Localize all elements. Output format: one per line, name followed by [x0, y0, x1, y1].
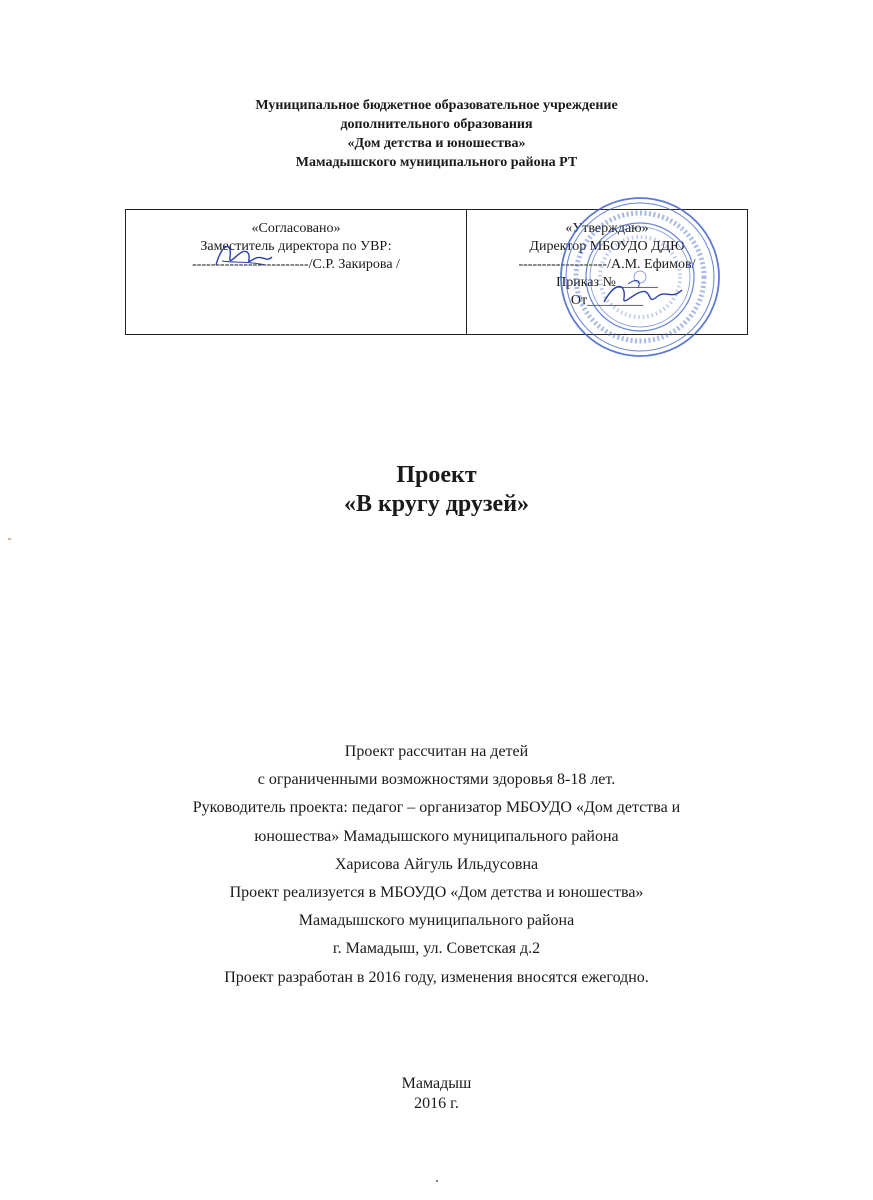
signature-right-icon — [598, 270, 688, 315]
info-line: Проект разработан в 2016 году, изменения вносятся ежегодно. — [224, 968, 649, 986]
paper-speck — [8, 538, 11, 540]
info-line: Проект реализуется в МБОУДО «Дом детства и юношества» — [229, 884, 644, 902]
header-line: Муниципальное бюджетное образовательное учреждение — [255, 98, 618, 113]
info-line: г. Мамадыш, ул. Советская д.2 — [332, 940, 541, 958]
approved-date: От________ — [570, 293, 644, 308]
project-title — [0, 461, 873, 519]
project-info — [0, 738, 873, 992]
title-line: Проект — [396, 462, 477, 488]
info-line: Харисова Айгуль Ильдусовна — [334, 855, 539, 873]
agreed-cell — [126, 220, 466, 274]
agreed-signature-line: -------------------------/С.Р. Закирова / — [192, 257, 400, 272]
approved-position: Директор МБОУДО ДДЮ — [529, 239, 685, 254]
document-footer — [0, 1074, 873, 1114]
header-line: Мамадышского муниципального района РТ — [295, 155, 578, 170]
info-line: Руководитель проекта: педагог – организатор МБОУДО «Дом детства и — [192, 799, 681, 817]
header-line: «Дом детства и юношества» — [347, 136, 526, 151]
approved-signature-line: -------------------/А.М. Ефимов/ — [518, 257, 696, 272]
header-line: дополнительного образования — [340, 117, 533, 132]
footer-city: Мамадыш — [401, 1075, 472, 1092]
title-line: «В кругу друзей» — [343, 491, 530, 517]
agreed-heading: «Согласовано» — [251, 221, 341, 236]
info-line: Проект рассчитан на детей — [344, 743, 529, 760]
agreed-position: Заместитель директора по УВР: — [200, 239, 392, 254]
info-line: Мамадышского муниципального района — [298, 912, 575, 930]
info-line: с ограниченными возможностями здоровья 8-18 лет. — [257, 771, 616, 789]
approved-order: Приказ №______ — [556, 275, 658, 290]
footer-year: 2016 г. — [414, 1095, 459, 1112]
info-line: юношества» Мамадышского муниципального района — [254, 827, 619, 845]
approved-heading: «Утверждаю» — [565, 221, 649, 236]
signature-left-icon — [208, 235, 278, 275]
page-dot — [436, 1180, 438, 1182]
institution-header — [0, 96, 873, 172]
